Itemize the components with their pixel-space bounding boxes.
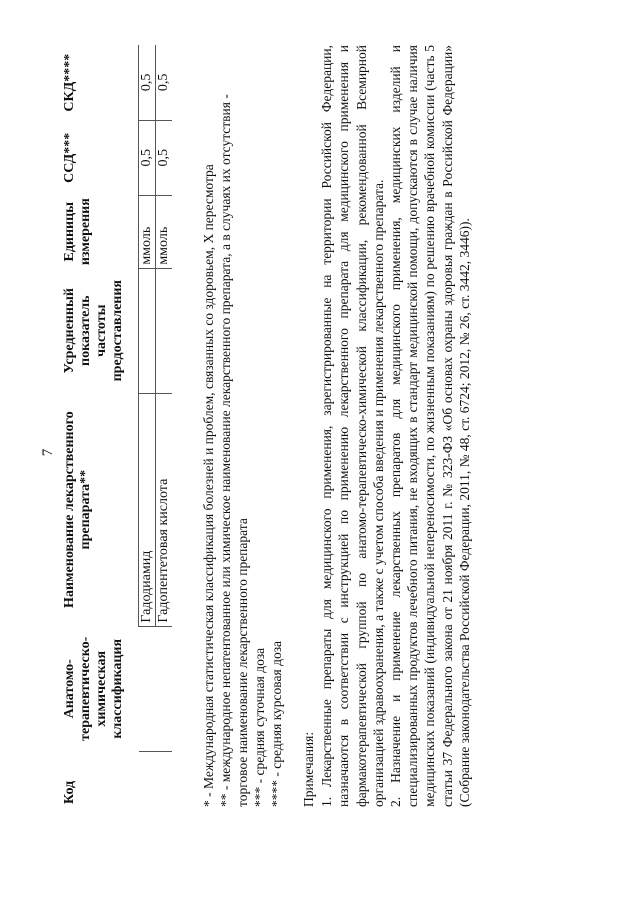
footnote-skd: **** - средняя курсовая доза: [269, 640, 284, 807]
cell-unit: ммоль: [156, 195, 173, 268]
cell-atc: [156, 626, 173, 751]
page-number: 7: [40, 448, 56, 457]
cell-drug-name: Гадодиамид: [139, 393, 156, 626]
notes-title: Примечания:: [301, 731, 316, 807]
header-frequency: Усредненный показатель частоты предоставления: [62, 280, 125, 382]
table-header-row: [60, 45, 139, 807]
cell-unit: ммоль: [139, 195, 156, 268]
footnote-inn: ** - международное непатентованное или химическое наименование лекарственного препарата, а в случаях их отсутствия - торговое наименование лекарственного препарата: [218, 94, 250, 807]
note-2: 2. Назначение и применение лекарственных препаратов для медицинского применения, медицинских изделий и специализированных продуктов лечебного питания, не входящих в стандарт медицинской помощи, допускаются в случае наличия медицинских показаний (индивидуальной непереносимости, по жизненным показаниям) по решению врачебной комиссии (часть 5 статьи 37 Федерального закона от 21 ноября 2011 г. № 323-ФЗ «Об основах охраны здоровья граждан в Российской Федерации» (Собрание законодательства Российской Федерации, 2011, № 48, ст. 6724; 2012, № 26, ст. 3442, 3446)).: [388, 45, 472, 807]
cell-atc: [139, 626, 156, 751]
cell-ssd: 0,5: [139, 120, 156, 195]
header-ssd: ССД***: [62, 132, 77, 183]
footnote-ssd: *** - средняя суточная доза: [252, 647, 267, 807]
cell-skd: 0,5: [139, 45, 156, 120]
cell-frequency: [156, 268, 173, 393]
cell-skd: 0,5: [156, 45, 173, 120]
header-skd: СКД****: [62, 53, 77, 112]
cell-drug-name: Гадопентетовая кислота: [156, 393, 173, 626]
drug-table: [60, 45, 172, 807]
header-code: Код: [62, 780, 77, 804]
table-row: [139, 45, 156, 807]
header-drug-name: Наименование лекарственного препарата**: [62, 411, 93, 608]
header-atc: Анатомо-терапевтическо-химическая классификация: [62, 636, 125, 741]
cell-ssd: 0,5: [156, 120, 173, 195]
footnotes: [200, 45, 285, 807]
table-row: [156, 45, 173, 807]
footnote-icd: * - Международная статистическая классификация болезней и проблем, связанных со здоровьем, X пересмотра: [201, 164, 216, 807]
cell-code: [139, 751, 156, 807]
note-1: 1. Лекарственные препараты для медицинского применения, зарегистрированные на территории Российской Федерации, назначаются в соответствии с инструкцией по применению лекарственного препарата для медицинского применения и фармакотерапевтической группой по анатомо-терапевтическо-химической классификации, рекомендованной Всемирной организацией здравоохранения, а также с учетом способа введения и применения лекарственного препарата.: [319, 45, 386, 807]
cell-code: [156, 751, 173, 807]
cell-frequency: [139, 268, 156, 393]
header-unit: Единицы измерения: [62, 198, 93, 266]
notes: [300, 45, 473, 807]
